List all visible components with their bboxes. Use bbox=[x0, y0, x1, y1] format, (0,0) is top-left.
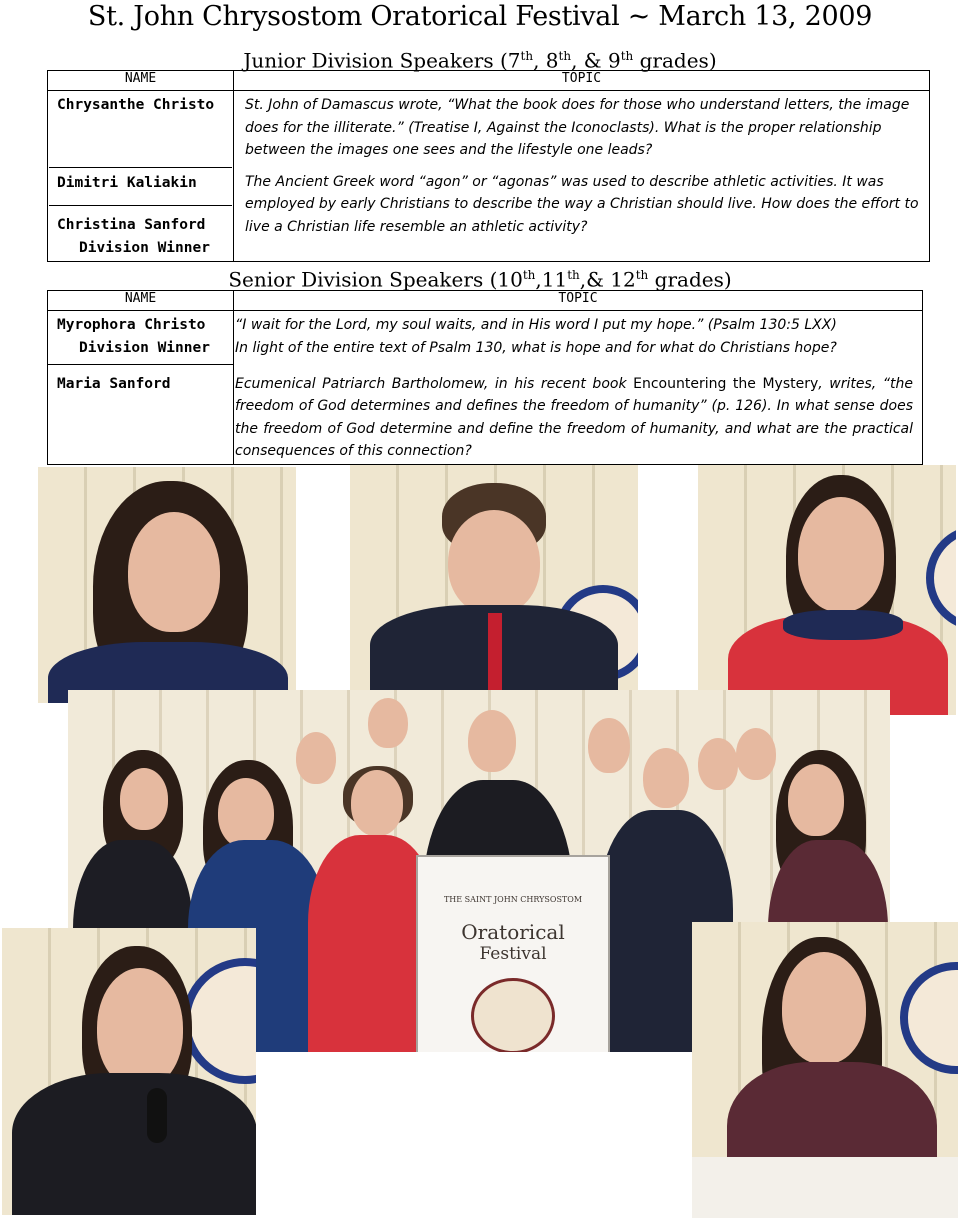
topic-cell bbox=[234, 311, 923, 365]
speaker-photo-top-right bbox=[698, 465, 956, 715]
speaker-name: Chrysanthe Christo bbox=[57, 97, 215, 113]
topic-text-line: “I wait for the Lord, my soul waits, and in His word I put my hope.” (Psalm 130:5 LXX) bbox=[235, 317, 837, 333]
podium-text: Oratorical bbox=[461, 920, 565, 944]
page-title: St. John Chrysostom Oratorical Festival ~ March 13, 2009 bbox=[87, 1, 873, 32]
speaker-cell bbox=[48, 167, 234, 262]
speaker-name: Maria Sanford bbox=[57, 376, 171, 392]
topic-text: Ecumenical Patriarch Bartholomew, in his recent book Encountering the Mystery, writes, “the freedom of God determines and defines the freedom of humanity” (p. 126). In what sense does the freedom of God determine and define the freedom of humanity, and what are the practical consequences of this connection? bbox=[235, 375, 914, 459]
name-column-header: NAME bbox=[48, 71, 234, 91]
junior-division-heading: Junior Division Speakers (7th, 8th, & 9th grades) bbox=[243, 48, 717, 73]
topic-cell bbox=[234, 91, 930, 167]
name-column-header: NAME bbox=[48, 291, 234, 311]
senior-speakers-table bbox=[47, 290, 923, 465]
podium-sign bbox=[416, 855, 610, 1052]
speaker-photo-bottom-right bbox=[692, 922, 958, 1218]
topic-column-header: TOPIC bbox=[234, 291, 923, 311]
podium-text: Festival bbox=[479, 944, 547, 964]
speaker-cell bbox=[48, 365, 234, 465]
topic-cell bbox=[234, 167, 930, 262]
topic-text: St. John of Damascus wrote, “What the book does for those who understand letters, the image does for the illiterate.” (Treatise I, Against the Iconoclasts). What is the proper relationship between the images one sees and the lifestyle one leads? bbox=[245, 97, 910, 158]
medallion-icon bbox=[471, 978, 555, 1052]
division-winner-label: Division Winner bbox=[79, 340, 210, 356]
topic-text: The Ancient Greek word “agon” or “agonas” was used to describe athletic activities. It was employed by early Christians to describe the way a Christian should live. How does the effort to live a Christian life resemble an athletic activity? bbox=[245, 173, 919, 235]
topic-column-header: TOPIC bbox=[234, 71, 930, 91]
topic-cell bbox=[234, 365, 923, 465]
speaker-cell bbox=[48, 91, 234, 167]
senior-division-heading: Senior Division Speakers (10th,11th,& 12th grades) bbox=[228, 267, 732, 292]
junior-speakers-table bbox=[47, 70, 930, 262]
microphone-icon bbox=[147, 1088, 167, 1143]
book-title: Encountering the Mystery bbox=[633, 375, 819, 392]
speaker-photo-top-left bbox=[38, 467, 296, 703]
speaker-photo-top-center bbox=[350, 465, 638, 693]
speaker-name: Dimitri Kaliakin bbox=[57, 174, 197, 191]
topic-text-line: In light of the entire text of Psalm 130, what is hope and for what do Christians hope? bbox=[235, 339, 837, 356]
speaker-name: Myrophora Christo bbox=[57, 317, 206, 333]
podium-text: THE SAINT JOHN CHRYSOSTOM bbox=[443, 895, 583, 904]
division-winner-label: Division Winner bbox=[79, 239, 210, 256]
speaker-photo-bottom-left bbox=[2, 928, 256, 1215]
speaker-name: Christina Sanford bbox=[57, 216, 206, 233]
speaker-cell bbox=[48, 311, 234, 365]
